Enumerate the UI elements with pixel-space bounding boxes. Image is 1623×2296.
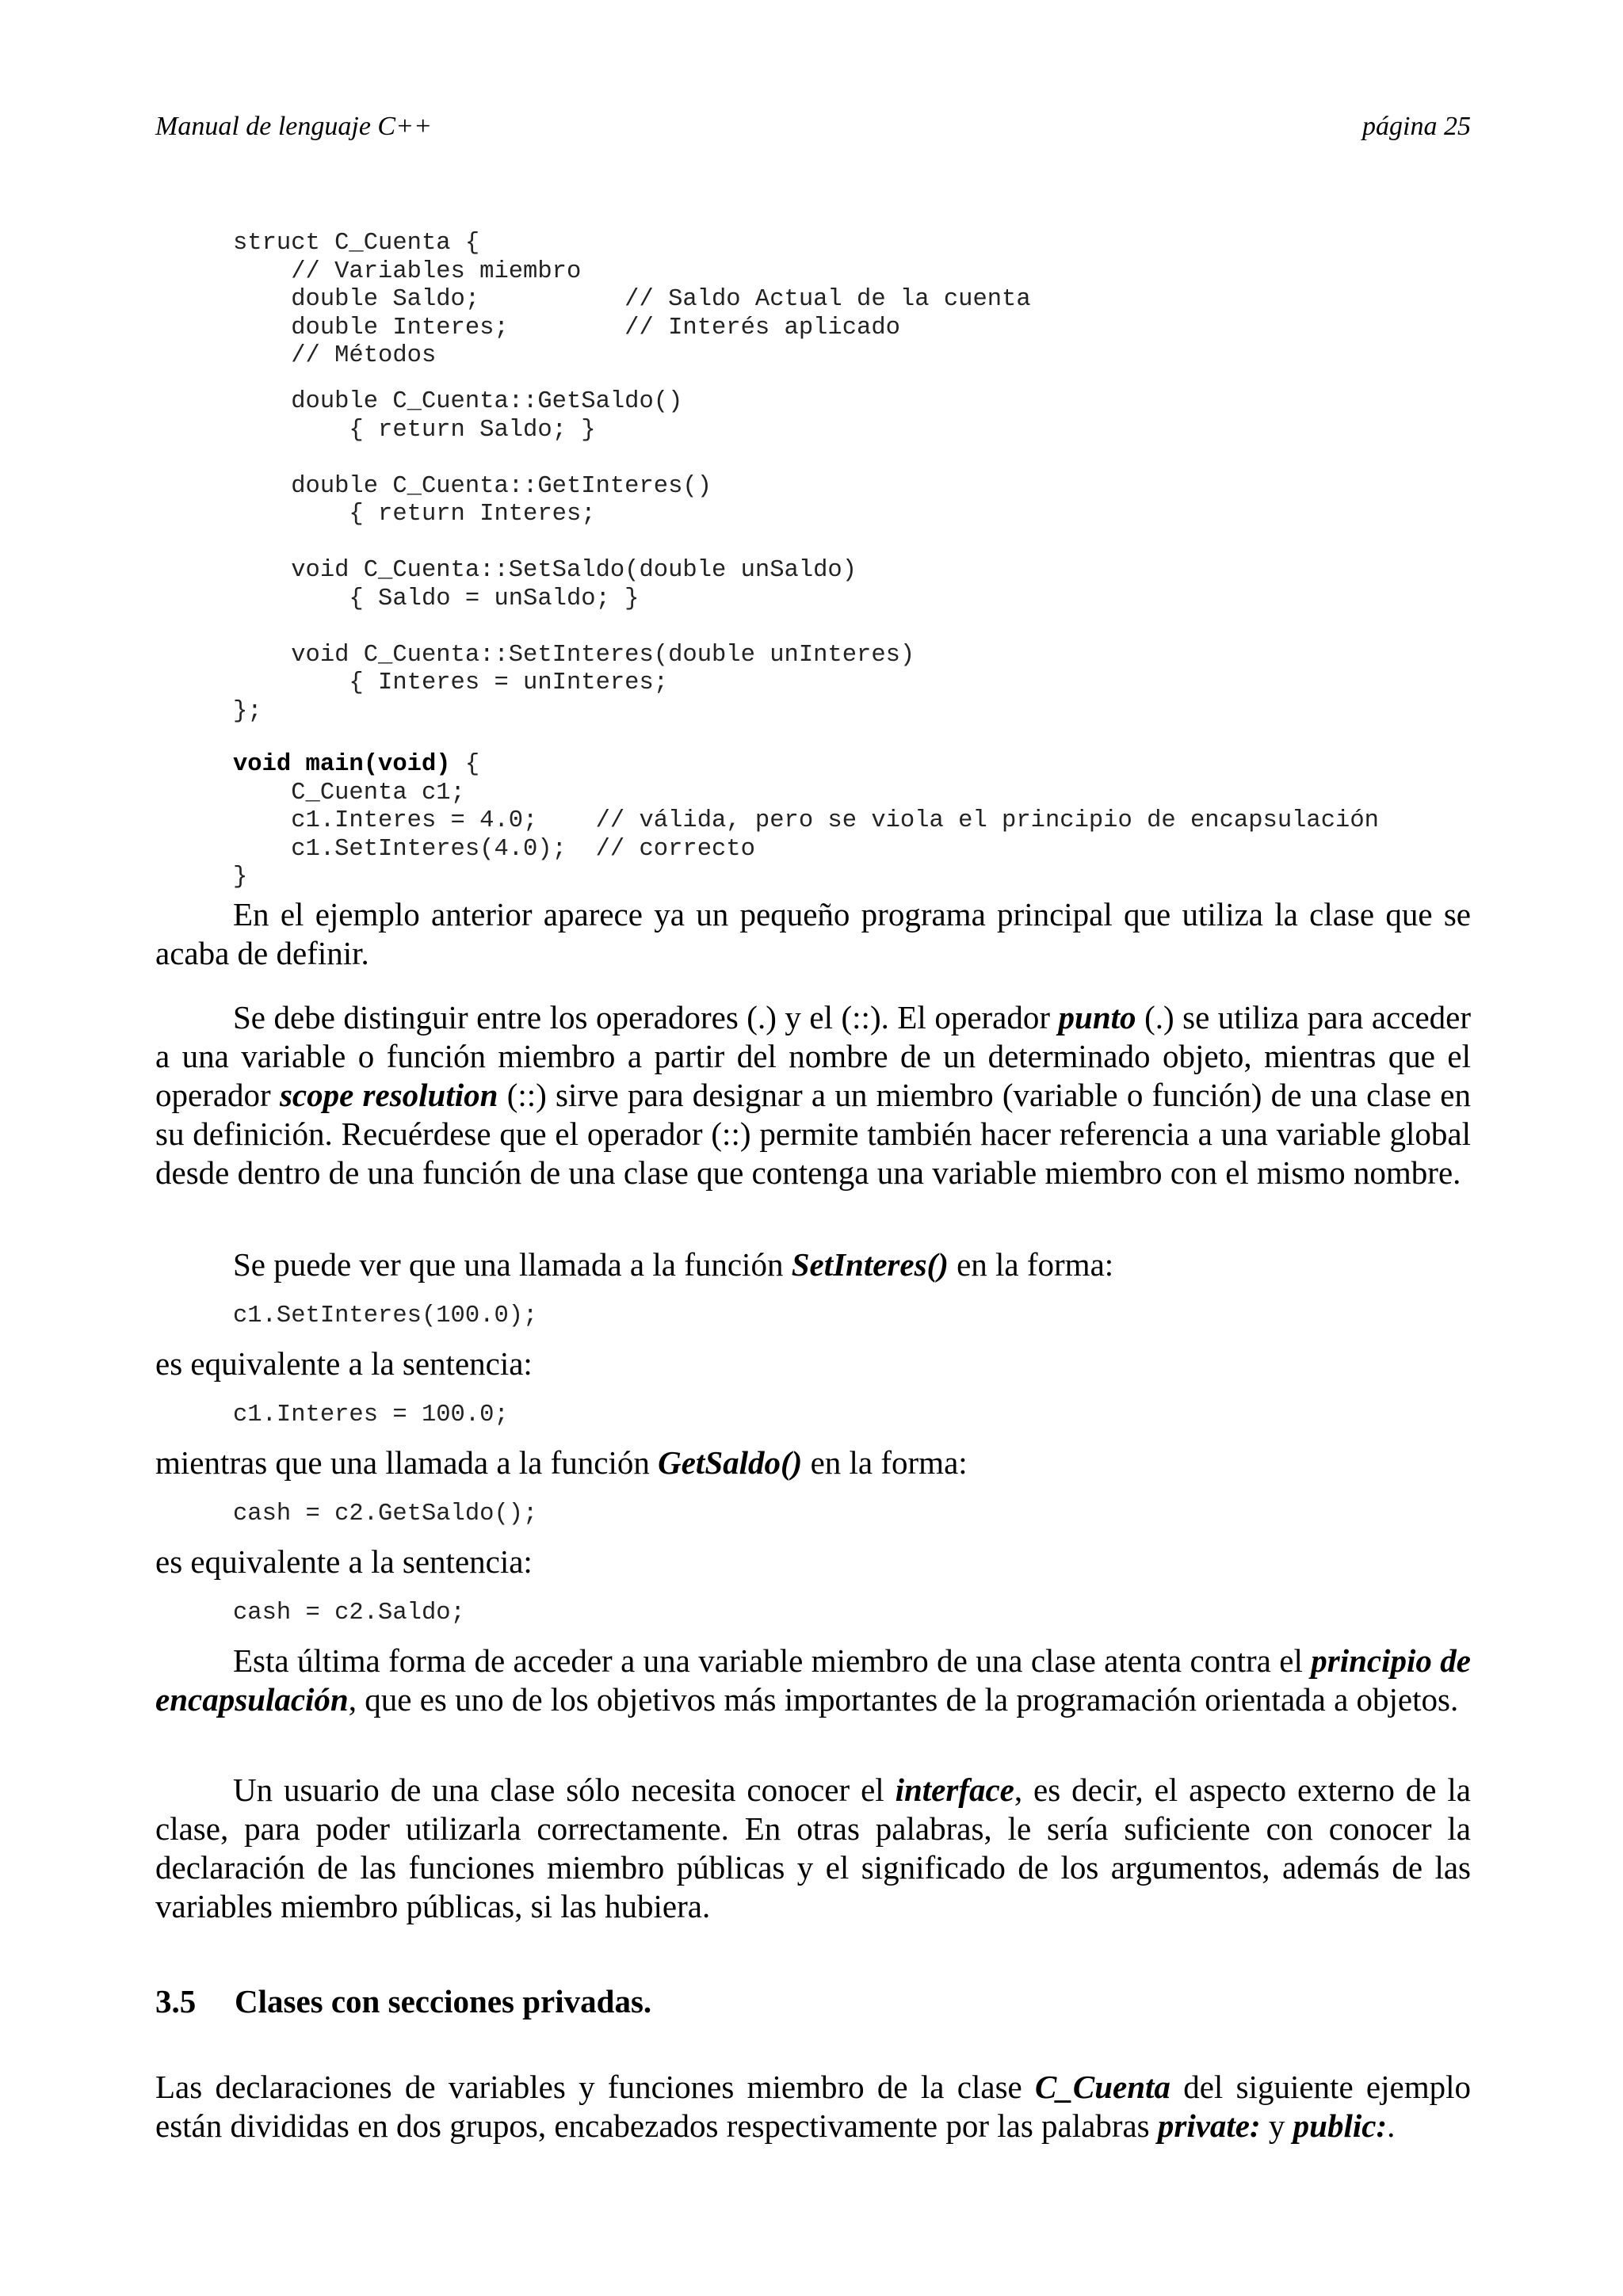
paragraph-9-text-g: .: [1387, 2107, 1396, 2144]
term-setinteres: SetInteres(): [791, 1246, 949, 1283]
paragraph-2-text-e: (::) sirve para designar a un miembro (variable o función) de una clase en su definición. Recuérdese que el operador (::) permite también hacer referencia a una variable global desde dentro de una función de una clase que contenga una variable miembro con el mismo nombre.: [155, 1077, 1471, 1191]
paragraph-9-text-c: del siguiente ejemplo están divididas en dos grupos, encabezados respectivamente por las palabras: [155, 2069, 1471, 2144]
term-private: private:: [1157, 2107, 1261, 2144]
code-struct-declaration: struct C_Cuenta { // Variables miembro double Saldo; // Saldo Actual de la cuenta double Interes; // Interés aplicado // Métodos: [233, 230, 1031, 369]
paragraph-8-text-c: , es decir, el aspecto externo de la clase, para poder utilizarla correctamente. En otras palabras, le sería suficiente con conocer la declaración de las funciones miembro públicas y el significado de los argumentos, además de las variables miembro públicas, si las hubiera.: [155, 1772, 1471, 1924]
term-scope-resolution: scope resolution: [279, 1077, 498, 1113]
code-main-function: [233, 751, 1379, 892]
term-punto: punto: [1058, 999, 1136, 1035]
header-page-number: página 25: [1362, 112, 1471, 141]
paragraph-5: [155, 1444, 1471, 1482]
paragraph-3: [155, 1245, 1471, 1284]
term-interface: interface: [895, 1772, 1014, 1808]
page-header: [155, 111, 1471, 143]
section-heading: [155, 1982, 651, 2021]
code-struct-methods: double C_Cuenta::GetSaldo() { return Saldo; } double C_Cuenta::GetInteres() { return Interes; void C_Cuenta::SetSaldo(double unSaldo) { Saldo = unSaldo; } void C_Cuenta::SetInteres(double unInteres) { Interes = unInteres; };: [233, 388, 915, 725]
code-interes-assign: c1.Interes = 100.0;: [233, 1402, 509, 1428]
header-title: Manual de lenguaje C++: [155, 112, 432, 141]
paragraph-2-text-c: (.) se utiliza para acceder a una variable o función miembro a partir del nombre de un determinado objeto, mientras que el operador: [155, 999, 1471, 1113]
paragraph-7-text-c: , que es uno de los objetivos más importantes de la programación orientada a objetos.: [348, 1681, 1459, 1718]
paragraph-5-text-a: mientras que una llamada a la función: [155, 1444, 659, 1481]
paragraph-6: es equivalente a la sentencia:: [155, 1543, 533, 1580]
paragraph-3-text-c: en la forma:: [948, 1246, 1114, 1283]
term-getsaldo: GetSaldo(): [658, 1444, 803, 1481]
term-public: public:: [1293, 2107, 1388, 2144]
paragraph-5-text-c: en la forma:: [802, 1444, 968, 1481]
paragraph-7: [155, 1642, 1471, 1719]
paragraph-9: [155, 2068, 1471, 2145]
term-c-cuenta: C_Cuenta: [1035, 2069, 1170, 2105]
section-number: 3.5: [155, 1983, 197, 2019]
paragraph-8: [155, 1771, 1471, 1926]
paragraph-9-text-a: Las declaraciones de variables y funciones miembro de la clase: [155, 2069, 1036, 2105]
paragraph-2-text-a: Se debe distinguir entre los operadores (.) y el (::). El operador: [233, 999, 1059, 1035]
code-main-signature: void main(void): [233, 751, 451, 778]
paragraph-3-text-a: Se puede ver que una llamada a la función: [233, 1246, 792, 1283]
paragraph-1: En el ejemplo anterior aparece ya un pequeño programa principal que utiliza la clase que se acaba de definir.: [155, 896, 1471, 971]
paragraph-2: [155, 998, 1471, 1192]
section-title: Clases con secciones privadas.: [235, 1983, 652, 2019]
code-getsaldo-call: cash = c2.GetSaldo();: [233, 1501, 538, 1527]
term-principio-encapsulacion: principio de encapsulación: [155, 1642, 1472, 1718]
paragraph-8-text-a: Un usuario de una clase sólo necesita conocer el: [233, 1772, 896, 1808]
code-setinteres-call: c1.SetInteres(100.0);: [233, 1302, 538, 1329]
paragraph-7-text-a: Esta última forma de acceder a una variable miembro de una clase atenta contra el: [233, 1642, 1312, 1679]
paragraph-9-text-e: y: [1260, 2107, 1293, 2144]
code-main-body: { C_Cuenta c1; c1.Interes = 4.0; // válida, pero se viola el principio de encapsulación c1.SetInteres(4.0); // correcto }: [233, 751, 1379, 891]
paragraph-4: es equivalente a la sentencia:: [155, 1345, 533, 1382]
code-saldo-access: cash = c2.Saldo;: [233, 1600, 465, 1627]
